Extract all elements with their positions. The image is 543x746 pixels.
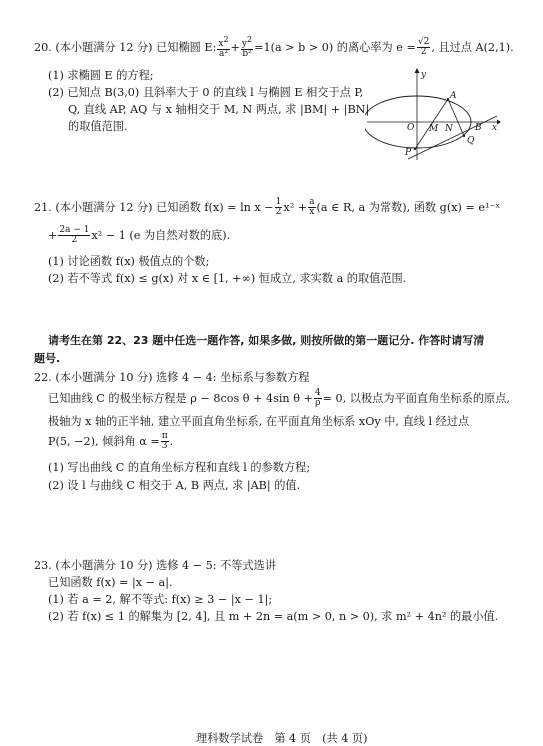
q21-part-2: (2) 若不等式 f(x) ≤ g(x) 对 x ∈ [1, +∞) 恒成立, 求实数 a 的取值范围.: [48, 272, 407, 285]
q21-frac-half: $\frac{1}{2}$: [275, 197, 282, 218]
q22-line-2-tail: = 0, 以极点为平面直角坐标系的原点,: [322, 391, 510, 405]
label-p: P: [405, 148, 412, 158]
point-a: [447, 98, 449, 100]
q22-line-2-head: 已知曲线 C 的极坐标方程是 ρ − 8cos θ + 4sin θ +: [48, 391, 313, 405]
q23-title: 23. (本小题满分 10 分) 选修 4 − 5: 不等式选讲: [34, 559, 277, 572]
point-p: [414, 148, 416, 150]
q20-tail: , 且过点 A(2,1).: [431, 40, 514, 54]
page-footer: 理科数学试卷 第 4 页 (共 4 页): [196, 732, 368, 745]
point-q: [463, 135, 465, 137]
label-b: B: [475, 123, 482, 133]
q23-part-2: (2) 若 f(x) ≤ 1 的解集为 [2, 4], 且 m + 2n = a(m > 0, n > 0), 求 m² + 4n² 的最小值.: [48, 610, 499, 623]
q20-frac-y2-b2: $\frac{y^2}{\text{b²}}$: [241, 35, 253, 60]
q22-line-3: 极轴为 x 轴的正半轴, 建立平面直角坐标系, 在平面直角坐标系 xOy 中, 直线 l 经过点: [48, 415, 470, 428]
q21-mid: x² +: [283, 200, 308, 214]
q21-tail: (a ∈ R, a 为常数), 函数 g(x) = e¹⁻ˣ: [316, 200, 501, 214]
label-q: Q: [467, 136, 475, 146]
q22-part-2: (2) 设 l 与曲线 C 相交于 A, B 两点, 求 |AB| 的值.: [48, 479, 301, 492]
label-n: N: [445, 124, 453, 134]
q22-part-1: (1) 写出曲线 C 的直角坐标方程和直线 l 的参数方程;: [48, 461, 311, 474]
x-axis-arrow: [497, 120, 501, 125]
q20-part-1: (1) 求椭圆 E 的方程;: [48, 69, 154, 82]
line-l: [408, 116, 497, 159]
q23-given: 已知函数 f(x) = |x − a|.: [48, 576, 173, 589]
instruction-line-2: 题号.: [34, 352, 61, 365]
q20-part-2-end: 的取值范围.: [68, 120, 128, 133]
q20-part-2-cont: Q, 直线 AP, AQ 与 x 轴相交于 M, N 两点, 求 |BM| + |BN|: [68, 103, 370, 116]
label-a: A: [450, 91, 457, 101]
q22-line-2: [48, 389, 510, 409]
label-o: O: [407, 123, 415, 133]
q22-title: 22. (本小题满分 10 分) 选修 4 − 4: 坐标系与参数方程: [34, 371, 310, 384]
q20-frac-x2-a2: $\frac{x^2}{\text{a²}}$: [218, 35, 229, 60]
q22-line-4-head: P(5, −2), 倾斜角 α =: [48, 434, 160, 448]
ellipse-figure: [365, 66, 501, 162]
q21-frac-2a-1: $\frac{2a - 1}{2}$: [59, 225, 90, 246]
label-m: M: [429, 124, 439, 134]
q22-frac-4-rho: $\frac{4}{\rho}$: [314, 388, 321, 409]
label-x: x: [492, 123, 498, 133]
q20-mid: =1(a > b > 0) 的离心率为 e =: [254, 40, 416, 54]
q21-frac-a-over-x: $\frac{a}{x}$: [309, 197, 315, 218]
q21-line-2: + $\frac{2a - 1}{2}$ x² − 1 (e 为自然对数的底).: [48, 225, 231, 246]
q20-line-1: 20. (本小题满分 12 分) 已知椭圆 E: $\frac{x^2}{\text{a²}}$ + $\frac{y^2}{\text{b²}}$ =1(a > b > 0) 的离心率为 e = $\frac{√2}{2}$ , 且过点 A(2,1).: [34, 35, 514, 60]
q22-line-4: P(5, −2), 倾斜角 α = $\frac{\pi}{3}$ .: [48, 431, 174, 452]
q21-line-2-tail: x² − 1 (e 为自然对数的底).: [91, 228, 231, 242]
instruction-line-1: 请考生在第 22、23 题中任选一题作答, 如果多做, 则按所做的第一题记分. 作答时请写清: [48, 334, 485, 347]
label-y: y: [421, 70, 427, 80]
q20-part-2: (2) 已知点 B(3,0) 且斜率大于 0 的直线 l 与椭圆 E 相交于点 P,: [48, 86, 364, 99]
q21-part-1: (1) 讨论函数 f(x) 极值点的个数;: [48, 255, 210, 268]
q20-frac-eccentricity: $\frac{√2}{2}$: [417, 37, 430, 58]
y-axis-arrow: [415, 68, 420, 73]
q23-part-1: (1) 若 a = 2, 解不等式: f(x) ≥ 3 − |x − 1|;: [48, 593, 273, 606]
q21-head: 21. (本小题满分 12 分) 已知函数 f(x) = ln x −: [34, 200, 274, 214]
q22-frac-pi-3: $\frac{\pi}{3}$: [161, 431, 168, 452]
q20-head: 20. (本小题满分 12 分) 已知椭圆 E:: [34, 40, 217, 54]
q21-line-1: [34, 198, 500, 218]
